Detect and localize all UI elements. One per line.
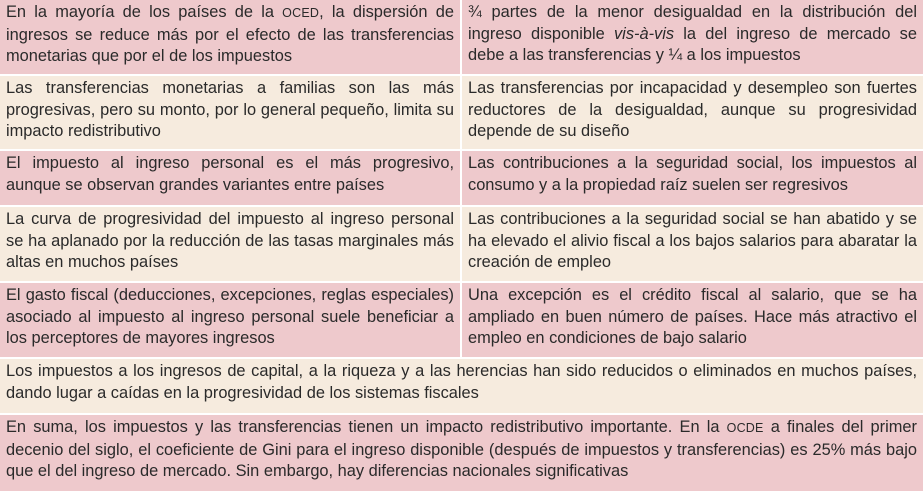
cell-text: a finales del primer decenio del siglo, el coeficiente de Gini para el ingreso disponible (después de impuestos y transferencias) es 25% más bajo que el del ingreso de mercado. Sin embargo, hay diferencias nacionales significativas	[6, 418, 918, 480]
table-cell: Las transferencias por incapacidad y desempleo son fuertes reductores de la desigualdad, aunque su progresividad depende de su diseño	[462, 76, 923, 151]
table-cell: Una excepción es el crédito fiscal al salario, que se ha ampliado en buen número de países. Hace más atractivo el empleo en condiciones de bajo salario	[462, 283, 923, 359]
cell-text: la del ingreso de mercado se debe a las transferencias y ¼ a los impuestos	[468, 24, 917, 64]
table-cell: Las contribuciones a la seguridad social, los impuestos al consumo y a la propiedad raíz suelen ser regresivos	[462, 151, 923, 207]
table-cell: El impuesto al ingreso personal es el más progresivo, aunque se observan grandes variantes entre países	[0, 151, 462, 207]
cell-text: ¾ partes de la menor desigualdad en la distribución del ingreso disponible	[468, 3, 917, 43]
cell-text: En la mayoría de los países de la	[6, 3, 283, 21]
table-cell	[462, 0, 923, 76]
table-cell-wide	[0, 415, 923, 493]
table-cell	[0, 0, 462, 76]
table-cell: Las contribuciones a la seguridad social se han abatido y se ha elevado el alivio fiscal a los bajos salarios para abaratar la creación de empleo	[462, 207, 923, 283]
acronym-text: OCED	[282, 6, 320, 20]
cell-text: En suma, los impuestos y las transferencias tienen un impacto redistributivo importante. En la	[6, 418, 727, 436]
table-cell-wide: Los impuestos a los ingresos de capital, a la riqueza y a las herencias han sido reducidos o eliminados en muchos países, dando lugar a caídas en la progresividad de los sistemas fiscales	[0, 359, 923, 415]
table-cell: Las transferencias monetarias a familias son las más progresivas, pero su monto, por lo general pequeño, limita su impacto redistributivo	[0, 76, 462, 151]
italic-text: vis-à-vis	[613, 24, 675, 43]
cell-text: , la dispersión de ingresos se reduce más por el efecto de las transferencias monetarias que por el de los impuestos	[6, 3, 454, 65]
table-cell: El gasto fiscal (deducciones, excepciones, reglas especiales) asociado al impuesto al ingreso personal suele beneficiar a los perceptores de mayores ingresos	[0, 283, 462, 359]
acronym-text: OCDE	[726, 421, 764, 435]
table-cell: La curva de progresividad del impuesto al ingreso personal se ha aplanado por la reducción de las tasas marginales más altas en muchos países	[0, 207, 462, 283]
